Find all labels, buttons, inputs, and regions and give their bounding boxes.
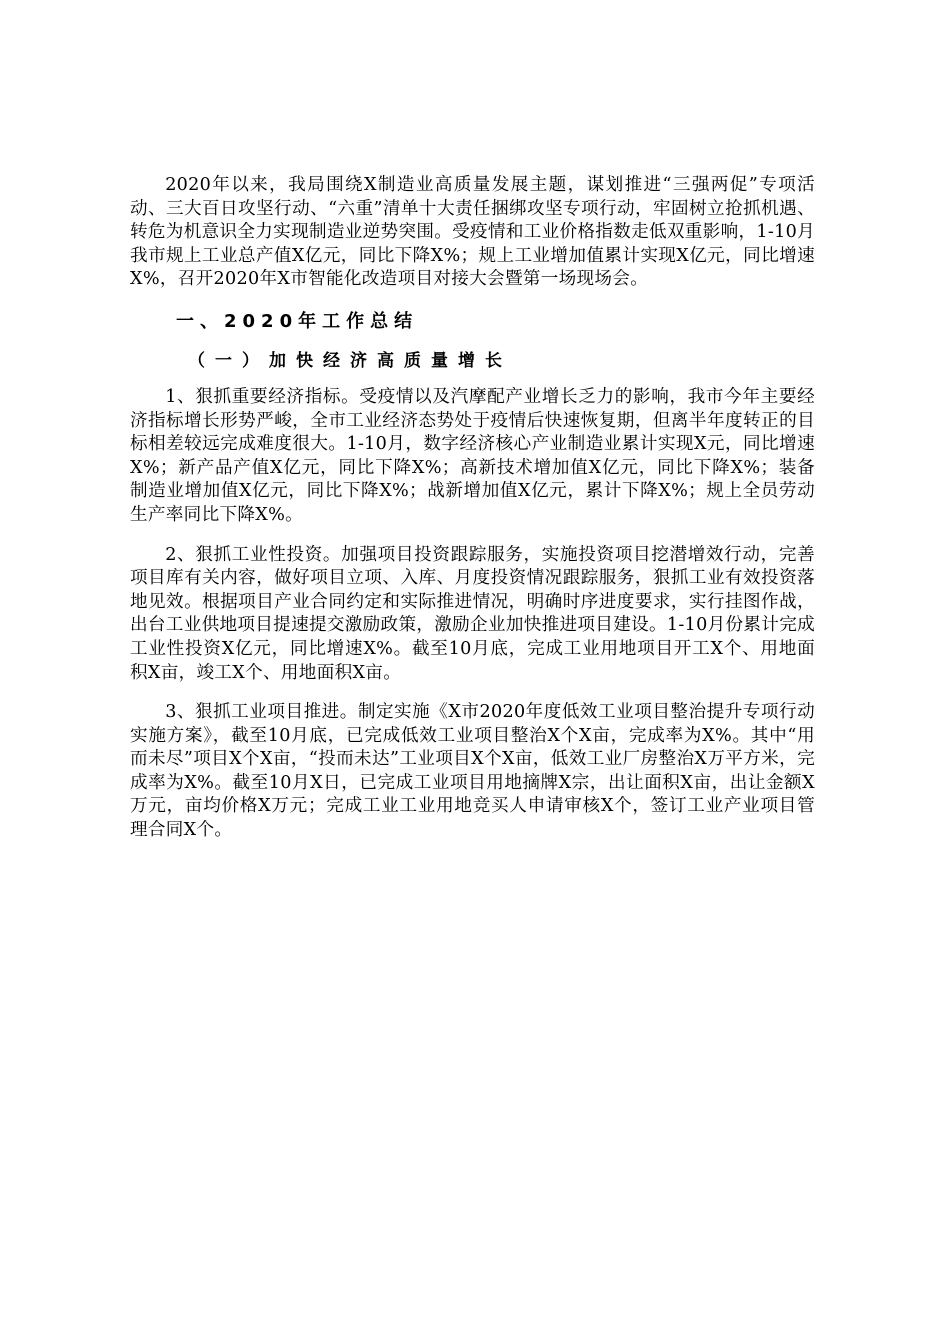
subsection-heading: （一）加快经济高质量增长 [188,350,512,371]
intro-paragraph: 2020年以来，我局围绕X制造业高质量发展主题，谋划推进“三强两促”专项活动、三大百日攻坚行动、“六重”清单十大责任捆绑攻坚专项行动，牢固树立抢抓机遇、转危为机意识全力实现制造业逆势突围。受疫情和工业价格指数走低双重影响，1-10月我市规上工业总产值X亿元，同比下降X%；规上工业增加值累计实现X亿元，同比增速X%，召开2020年X市智能化改造项目对接大会暨第一场现场会。 [130,175,815,290]
item-3-paragraph: 3、狠抓工业项目推进。制定实施《X市2020年度低效工业项目整治提升专项行动实施方案》，截至10月底，已完成低效工业项目整治X个X亩，完成率为X%。其中“用而未尽”项目X个X亩，“投而未达”工业项目X个X亩，低效工业厂房整治X万平方米，完成率为X%。截至10月X日，已完成工业项目用地摘牌X宗，出让面积X亩，出让金额X万元，亩均价格X万元；完成工业工业用地竞买人申请审核X个，签订工业产业项目管理合同X个。 [130,702,815,841]
section-heading: 一、2020年工作总结 [176,310,419,332]
document-page [130,174,815,859]
item-2-paragraph: 2、狠抓工业性投资。加强项目投资跟踪服务，实施投资项目挖潜增效行动，完善项目库有关内容，做好项目立项、入库、月度投资情况跟踪服务，狠抓工业有效投资落地见效。根据项目产业合同约定和实际推进情况，明确时序进度要求，实行挂图作战，出台工业供地项目提速提交激励政策，激励企业加快推进项目建设。1-10月份累计完成工业性投资X亿元，同比增速X%。截至10月底，完成工业用地项目开工X个、用地面积X亩，竣工X个、用地面积X亩。 [130,544,815,683]
item-1-paragraph: 1、狠抓重要经济指标。受疫情以及汽摩配产业增长乏力的影响，我市今年主要经济指标增长形势严峻，全市工业经济态势处于疫情后快速恢复期，但离半年度转正的目标相差较远完成难度很大。1-10月，数字经济核心产业制造业累计实现X元，同比增速X%；新产品产值X亿元，同比下降X%；高新技术增加值X亿元，同比下降X%；装备制造业增加值X亿元，同比下降X%；战新增加值X亿元，累计下降X%；规上全员劳动生产率同比下降X%。 [130,386,815,525]
